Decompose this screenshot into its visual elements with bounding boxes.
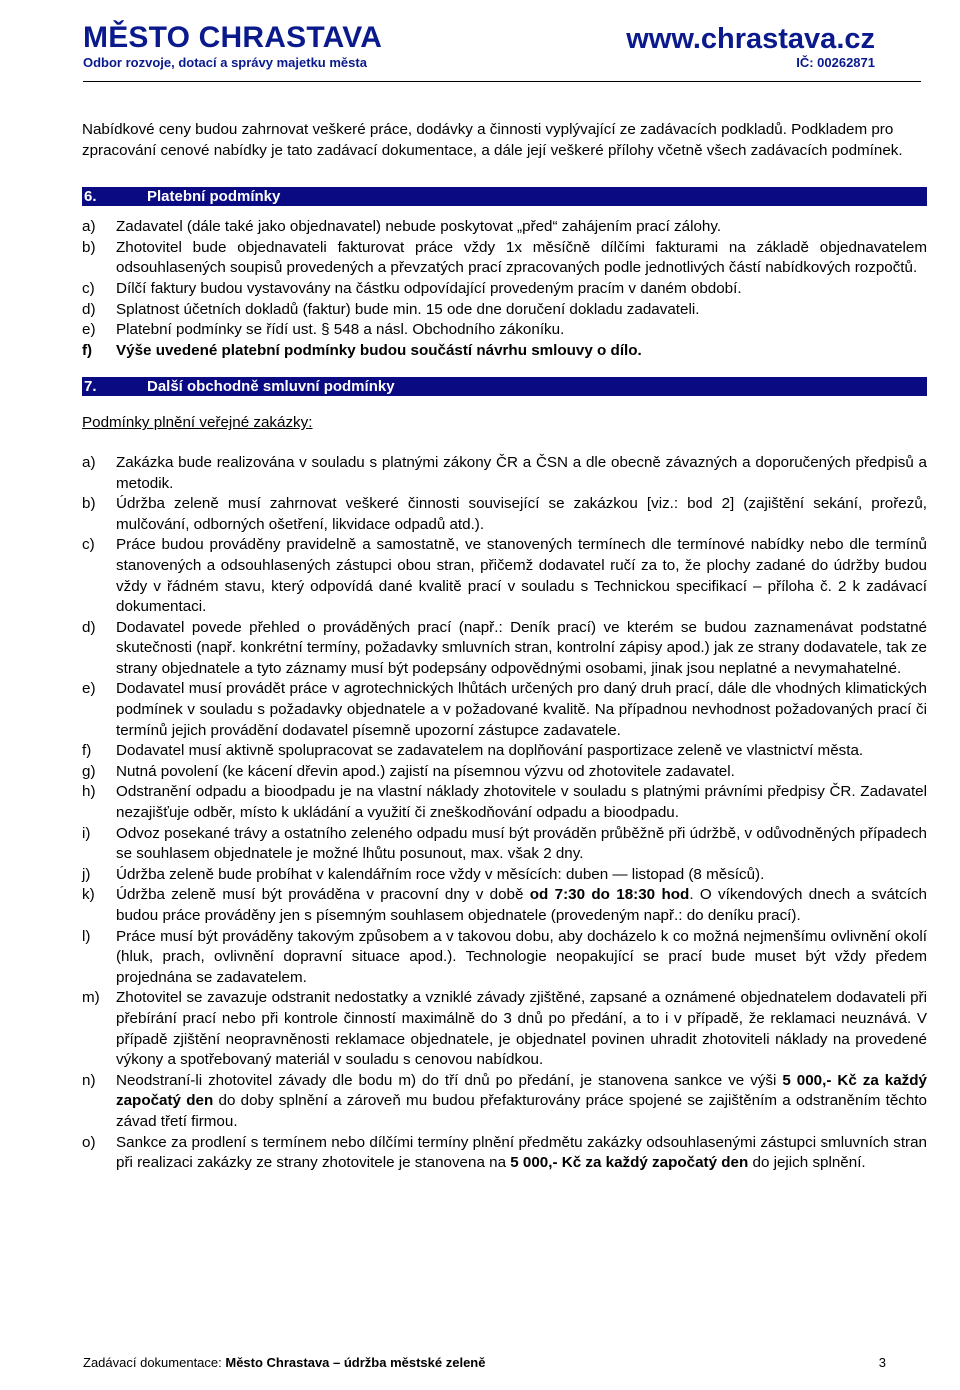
list-text: Údržba zeleně bude probíhat v kalendářním roce vždy v měsících: duben — listopad (8 měsíců). [116,865,765,883]
footer-label: Zadávací dokumentace: [83,1355,226,1370]
list-item [82,824,927,865]
list-item [82,453,927,494]
subsection-heading [82,413,927,434]
header-department: Odbor rozvoje, dotací a správy majetku města [83,55,367,70]
header-title: MĚSTO CHRASTAVA [83,21,383,54]
list-marker: a) [82,453,96,471]
list-marker: m) [82,989,100,1007]
list-marker: d) [82,300,96,318]
list-text: Zhotovitel bude objednavateli fakturovat práce vždy 1x měsíčně dílčími fakturami na základě objednavatelem odsouhlasených soupisů provedených a převzatých prací zpracovaných podle jednotlivých částí nabídkových rozpočtů. [116,238,927,277]
list-item [82,679,927,741]
list-text: Zakázka bude realizována v souladu s platnými zákony ČR a ČSN a dle obecně závazných a doporučených předpisů a metodik. [116,453,927,492]
list-marker: c) [82,279,95,297]
list-item [82,927,927,989]
list-marker: i) [82,824,91,842]
list-text-part: Neodstraní-li zhotovitel závady dle bodu m) do tří dnů po předání, je stanovena sankce ve výši [116,1071,783,1089]
list-text-part: do jejich splnění. [748,1154,866,1172]
subsection-heading-text: Podmínky plnění veřejné zakázky [82,414,309,432]
section-6-heading [82,187,927,206]
list-marker: c) [82,536,95,554]
list-item [82,494,927,535]
list-text-part: do doby splnění a zároveň mu budou přefakturovány práce spojené se zajištěním a odstraněním těchto závad třetí firmou. [116,1092,927,1130]
list-text-bold: 5 000,- Kč za každý započatý den [116,1071,927,1110]
section-7-title: Další obchodně smluvní podmínky [147,378,395,396]
list-text [116,885,927,926]
list-marker: f) [82,341,93,359]
list-item [82,988,927,1070]
page-footer [83,1355,886,1370]
footer-title: Město Chrastava – údržba městské zeleně [225,1355,486,1370]
list-marker: k) [82,886,95,904]
list-item [82,1071,927,1133]
list-text [116,1133,927,1174]
list-text: Platební podmínky se řídí ust. § 548 a násl. Obchodního zákoníku. [116,321,565,339]
list-item [82,782,927,823]
list-marker: l) [82,927,91,945]
section-6-number: 6. [84,188,97,206]
list-text: Zadavatel (dále také jako objednavatel) nebude poskytovat „před“ zahájením prací zálohy. [116,218,722,236]
list-marker: f) [82,742,92,760]
list-item [82,865,927,886]
list-marker: b) [82,495,96,513]
list-marker: g) [82,762,96,780]
header-website[interactable]: www.chrastava.cz [626,23,875,55]
list-text: Nutná povolení (ke kácení dřevin apod.) zajistí na písemnou výzvu od zhotovitele zadavatel. [116,762,735,780]
list-item [82,741,927,762]
section-6-title: Platební podmínky [147,188,281,206]
section-7-list [82,453,927,1174]
page-number: 3 [878,1355,886,1370]
section-6-list [82,217,927,361]
list-marker: j) [82,865,91,883]
list-item [82,217,927,238]
list-text: Údržba zeleně musí zahrnovat veškeré činnosti související se zakázkou [viz.: bod 2] (zajištění sekání, prořezů, mulčování, odborných ošetření, likvidace odpadů atd.). [116,495,927,533]
list-marker: b) [82,238,96,256]
list-item [82,618,927,680]
header-ic: IČ: 00262871 [796,55,875,70]
list-text: Práce musí být prováděny takovým způsobem a v takovou dobu, aby docházelo k co možná nejmenšímu ovlivnění okolí (hluk, prach, ovlivnění dopravní situace apod.). Technologie neopakující se prací bude muset být vždy předem projednána se zadavatelem. [116,927,927,986]
list-item [82,762,927,783]
list-text: Dodavatel povede přehled o prováděných prací (např.: Deník prací) ve kterém se budou zaznamenávat podstatné skutečnosti (např. konkrétní termíny, požadavky smluvních stran, kontrolní zápisy apod.) jak ze strany dodavatele, tak ze strany objednatele a tyto záznamy musí být podepsány odpovědnými osobami, jinak jsou neplatné a nevymahatelné. [116,618,927,677]
list-text: Dílčí faktury budou vystavovány na částku odpovídající provedeným pracím v daném období. [116,279,742,297]
list-item [82,238,927,279]
list-item [82,279,927,300]
list-marker: a) [82,218,96,236]
list-item [82,320,927,341]
list-text: Splatnost účetních dokladů (faktur) bude min. 15 ode dne doručení dokladu zadavateli. [116,300,700,318]
list-item [82,300,927,321]
list-text: Práce budou prováděny pravidelně a samostatně, ve stanovených termínech dle termínové nabídky nebo dle termínů stanovených a odsouhlasených zástupci obou stran, přičemž dodavatel ručí za to, že plochy zadané do údržby budou vždy v řádném stavu, který odpovídá dané kvalitě prací v souladu s Technickou specifikací – příloha č. 2 k zadávací dokumentaci. [116,536,927,616]
list-text-part: Údržba zeleně musí být prováděna v pracovní dny v době [116,886,530,904]
list-marker: d) [82,618,96,636]
intro-paragraph: Nabídkové ceny budou zahrnovat veškeré práce, dodávky a činnosti vyplývající ze zadávacích podkladů. Podkladem pro zpracování cenové nabídky je tato zadávací dokumentace, a dále její veškeré přílohy včetně všech zadávacích podmínek. [82,121,903,159]
header-divider [83,81,921,82]
list-text: Dodavatel musí provádět práce v agrotechnických lhůtách určených pro daný druh prací, dále dle vhodných klimatických podmínek v souladu s požadavky objednatele a v požadované kvalitě. Na případnou nevhodnost požadovaných prací či termínů jejich provádění dodavatel písemně upozorní zástupce zadavatele. [116,680,927,739]
list-text: Zhotovitel se zavazuje odstranit nedostatky a vzniklé závady zjištěné, zapsané a oznámené objednatelem dodavateli při přebírání prací nebo při kontrole činností maximálně do 3 dnů po předání, a to i v případě, že reklamaci neuznává. V případě zjištění neopravněnosti reklamace objednatele, je objednatel povinen uhradit zhotoviteli náklady na provedené výkony a spotřebovaný materiál v souladu s cenovou nabídkou. [116,989,927,1069]
subsection-heading-colon: : [308,414,313,432]
list-text-part: . O víkendových dnech a svátcích budou práce prováděny jen s písemným souhlasem objednatele (provedeným např.: do deníku prací). [116,886,927,924]
list-text-bold: od 7:30 do 18:30 hod [529,886,690,904]
list-text-bold: 5 000,- Kč za každý započatý den [510,1154,749,1172]
document-body [82,120,927,1174]
section-7-number: 7. [84,378,97,396]
list-text [116,1071,927,1133]
list-marker: n) [82,1071,96,1089]
list-item [82,1133,927,1174]
list-item [82,535,927,617]
section-7-heading [82,377,927,396]
list-marker: o) [82,1133,96,1151]
list-item [82,885,927,926]
list-text: Odstranění odpadu a bioodpadu je na vlastní náklady zhotovitele v souladu s platnými právními předpisy ČR. Zadavatel nezajišťuje odběr, místo k ukládání a využití či zneškodňování odpadu a bioodpadu. [116,783,927,822]
list-marker: e) [82,680,96,698]
list-marker: h) [82,783,96,801]
list-item [82,341,927,362]
list-text: Výše uvedené platební podmínky budou součástí návrhu smlouvy o dílo. [116,341,642,359]
list-text-part: Sankce za prodlení s termínem nebo dílčími termíny plnění předmětu zakázky odsouhlasenými zástupci smluvních stran při realizaci zakázky ze strany zhotovitele je stanovena na [116,1133,927,1172]
list-text: Odvoz posekané trávy a ostatního zeleného odpadu musí být prováděn průběžně při údržbě, v odůvodněných případech se souhlasem objednatele je možné lhůtu posunout, max. však 2 dny. [116,824,927,863]
list-text: Dodavatel musí aktivně spolupracovat se zadavatelem na doplňování pasportizace zeleně ve vlastnictví města. [116,742,864,760]
list-marker: e) [82,321,96,339]
